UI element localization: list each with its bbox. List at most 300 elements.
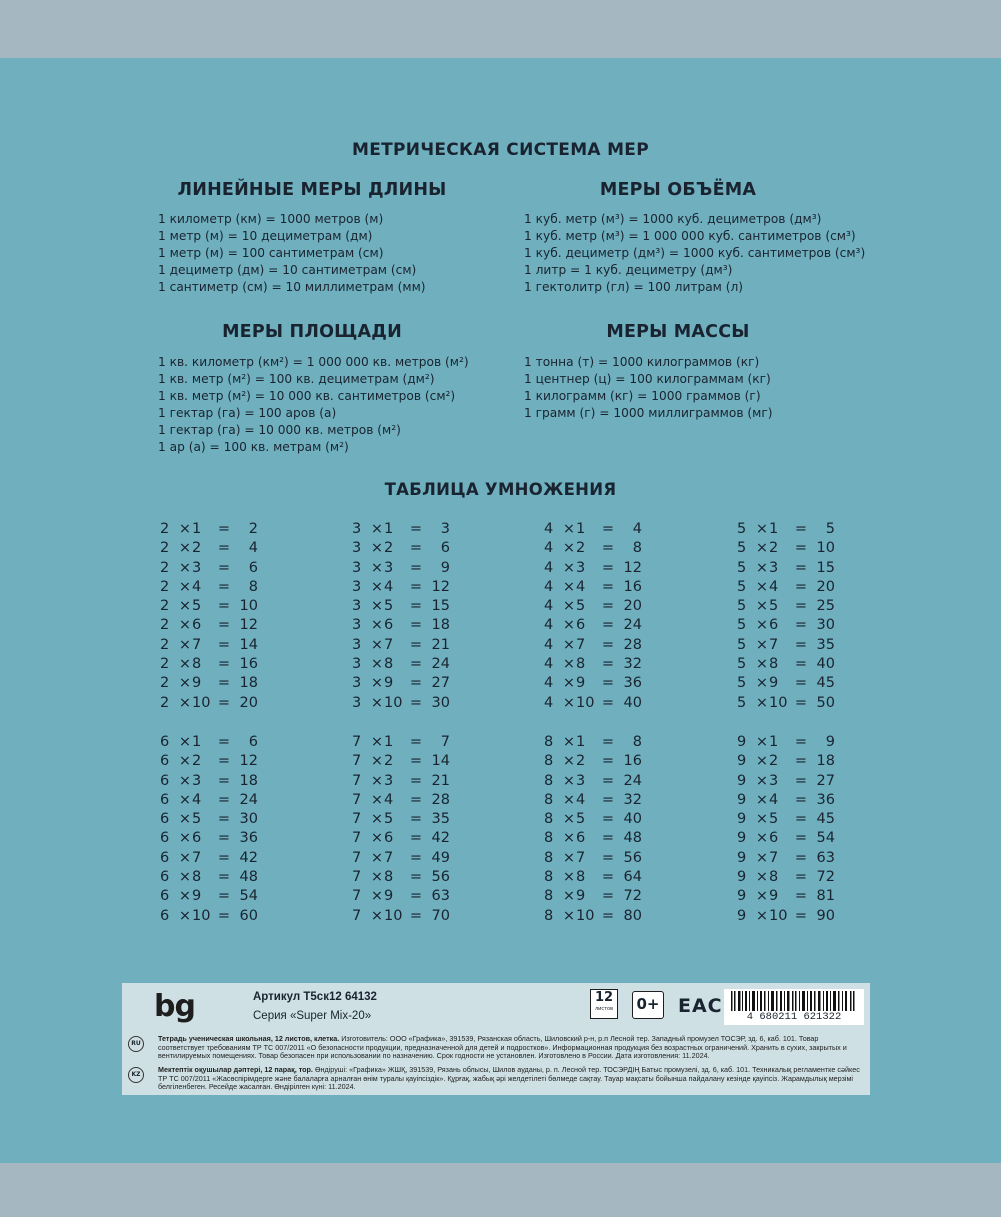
equals-sign: =: [794, 791, 808, 808]
multiplication-row: [160, 810, 270, 829]
times-sign: ×: [755, 811, 769, 828]
times-sign: ×: [562, 811, 576, 828]
equals-sign: =: [601, 811, 615, 828]
multiplication-row: [737, 772, 847, 791]
multiplication-row: [737, 694, 847, 713]
multiplicand: 7: [352, 849, 362, 866]
ru-language-badge: RU: [128, 1036, 144, 1052]
multiplicand: 7: [352, 772, 362, 789]
multiplier: 3: [384, 772, 394, 789]
product: 20: [816, 578, 835, 595]
product: 30: [239, 811, 258, 828]
multiplicand: 8: [544, 888, 554, 905]
multiplication-row: [737, 810, 847, 829]
multiplication-row: [544, 868, 654, 887]
times-sign: ×: [178, 521, 192, 537]
multiplier: 3: [576, 772, 586, 789]
length-line: 1 километр (км) = 1000 метров (м): [158, 212, 384, 226]
multiplication-row: [737, 907, 847, 926]
multiplier: 3: [192, 772, 202, 789]
multiplication-row: [352, 674, 462, 693]
equals-sign: =: [601, 675, 615, 692]
product: 32: [623, 656, 642, 673]
multiplication-row: [352, 559, 462, 578]
volume-line: 1 куб. дециметр (дм³) = 1000 куб. сантиметров (см³): [524, 246, 866, 260]
multiplication-row: [737, 655, 847, 674]
equals-sign: =: [794, 578, 808, 595]
multiplier: 9: [192, 675, 202, 692]
length-line: 1 метр (м) = 100 сантиметрам (см): [158, 246, 384, 260]
multiplier: 8: [769, 869, 779, 886]
multiplication-row: [544, 520, 654, 539]
multiplier: 6: [192, 830, 202, 847]
multiplicand: 8: [544, 791, 554, 808]
times-sign: ×: [755, 578, 769, 595]
product: 24: [431, 656, 450, 673]
times-sign: ×: [755, 907, 769, 924]
multiplication-row: [737, 849, 847, 868]
times-sign: ×: [562, 694, 576, 711]
product: 8: [632, 540, 642, 557]
multiplicand: 3: [352, 540, 362, 557]
equals-sign: =: [217, 675, 231, 692]
product: 40: [816, 656, 835, 673]
multiplicand: 8: [544, 907, 554, 924]
article-number: Артикул Т5ск12 64132: [253, 991, 377, 1003]
product: 72: [816, 869, 835, 886]
multiplier: 2: [576, 540, 586, 557]
multiplicand: 3: [352, 617, 362, 634]
equals-sign: =: [794, 811, 808, 828]
product: 9: [825, 734, 835, 750]
times-sign: ×: [755, 636, 769, 653]
times-sign: ×: [370, 675, 384, 692]
equals-sign: =: [601, 617, 615, 634]
multiplicand: 7: [352, 830, 362, 847]
multiplication-row: [160, 829, 270, 848]
multiplier: 1: [576, 521, 586, 537]
times-sign: ×: [370, 734, 384, 750]
multiplication-row: [160, 636, 270, 655]
barcode: [724, 989, 864, 1025]
multiplication-row: [544, 810, 654, 829]
mass-title: МЕРЫ МАССЫ: [606, 322, 750, 342]
multiplicand: 3: [352, 559, 362, 576]
times-sign: ×: [562, 540, 576, 557]
equals-sign: =: [601, 636, 615, 653]
multiplier: 5: [576, 598, 586, 615]
multiplication-row: [737, 791, 847, 810]
multiplicand: 8: [544, 772, 554, 789]
multiplicand: 5: [737, 617, 747, 634]
times-sign: ×: [755, 675, 769, 692]
multiplication-row: [544, 694, 654, 713]
volume-line: 1 литр = 1 куб. дециметру (дм³): [524, 263, 733, 277]
main-title: МЕТРИЧЕСКАЯ СИСТЕМА МЕР: [352, 140, 649, 160]
kz-description: [158, 1066, 864, 1092]
equals-sign: =: [601, 656, 615, 673]
multiplier: 4: [384, 791, 394, 808]
multiplier: 8: [769, 656, 779, 673]
multiplication-row: [352, 597, 462, 616]
multiplication-row: [737, 539, 847, 558]
times-sign: ×: [562, 753, 576, 770]
times-sign: ×: [755, 694, 769, 711]
multiplication-row: [544, 539, 654, 558]
multiplier: 7: [384, 636, 394, 653]
times-sign: ×: [562, 869, 576, 886]
equals-sign: =: [217, 694, 231, 711]
equals-sign: =: [794, 675, 808, 692]
times-sign: ×: [562, 888, 576, 905]
multiplication-row: [737, 733, 847, 752]
times-sign: ×: [178, 675, 192, 692]
multiplier: 1: [192, 734, 202, 750]
equals-sign: =: [409, 559, 423, 576]
multiplication-row: [737, 597, 847, 616]
multiplication-block-9: [737, 733, 847, 926]
times-sign: ×: [370, 772, 384, 789]
sheets-count-icon: [590, 989, 618, 1019]
times-sign: ×: [755, 830, 769, 847]
multiplication-row: [544, 578, 654, 597]
times-sign: ×: [370, 849, 384, 866]
length-line: 1 метр (м) = 10 дециметрам (дм): [158, 229, 373, 243]
equals-sign: =: [409, 830, 423, 847]
equals-sign: =: [217, 636, 231, 653]
multiplicand: 2: [160, 559, 170, 576]
equals-sign: =: [409, 617, 423, 634]
multiplicand: 6: [160, 791, 170, 808]
multiplicand: 8: [544, 753, 554, 770]
times-sign: ×: [370, 811, 384, 828]
times-sign: ×: [370, 830, 384, 847]
multiplicand: 8: [544, 869, 554, 886]
multiplier: 6: [769, 617, 779, 634]
multiplicand: 4: [544, 598, 554, 615]
equals-sign: =: [601, 907, 615, 924]
equals-sign: =: [601, 849, 615, 866]
multiplicand: 9: [737, 907, 747, 924]
multiplication-row: [544, 772, 654, 791]
multiplication-row: [544, 616, 654, 635]
multiplier: 2: [384, 540, 394, 557]
times-sign: ×: [755, 869, 769, 886]
times-sign: ×: [370, 656, 384, 673]
product: 12: [431, 578, 450, 595]
multiplication-row: [352, 849, 462, 868]
multiplier: 10: [576, 694, 595, 711]
equals-sign: =: [794, 636, 808, 653]
multiplication-row: [352, 752, 462, 771]
times-sign: ×: [178, 907, 192, 924]
multiplicand: 6: [160, 869, 170, 886]
sheets-count: 12: [594, 990, 614, 1005]
multiplier: 1: [576, 734, 586, 750]
times-sign: ×: [370, 598, 384, 615]
times-sign: ×: [755, 521, 769, 537]
mass-line: 1 центнер (ц) = 100 килограммам (кг): [524, 372, 771, 386]
equals-sign: =: [217, 888, 231, 905]
product: 70: [431, 907, 450, 924]
multiplicand: 2: [160, 617, 170, 634]
product: 6: [248, 734, 258, 750]
multiplicand: 6: [160, 734, 170, 750]
multiplication-row: [352, 655, 462, 674]
multiplier: 7: [769, 849, 779, 866]
multiplicand: 4: [544, 694, 554, 711]
times-sign: ×: [178, 849, 192, 866]
times-sign: ×: [755, 753, 769, 770]
equals-sign: =: [409, 811, 423, 828]
product: 9: [440, 559, 450, 576]
multiplication-row: [544, 791, 654, 810]
multiplicand: 4: [544, 617, 554, 634]
multiplication-title: ТАБЛИЦА УМНОЖЕНИЯ: [384, 480, 617, 499]
multiplier: 5: [192, 811, 202, 828]
area-title: МЕРЫ ПЛОЩАДИ: [222, 322, 402, 342]
times-sign: ×: [178, 888, 192, 905]
multiplication-row: [160, 616, 270, 635]
times-sign: ×: [370, 521, 384, 537]
multiplication-row: [737, 887, 847, 906]
brand-logo: bg: [154, 989, 195, 1024]
mass-line: 1 грамм (г) = 1000 миллиграммов (мг): [524, 406, 773, 420]
length-line: 1 сантиметр (см) = 10 миллиметрам (мм): [158, 280, 426, 294]
area-line: 1 гектар (га) = 100 аров (а): [158, 406, 337, 420]
multiplication-row: [160, 578, 270, 597]
times-sign: ×: [370, 869, 384, 886]
multiplier: 7: [769, 636, 779, 653]
product: 14: [239, 636, 258, 653]
multiplier: 2: [384, 753, 394, 770]
multiplicand: 5: [737, 521, 747, 537]
multiplicand: 6: [160, 753, 170, 770]
multiplicand: 3: [352, 578, 362, 595]
times-sign: ×: [370, 753, 384, 770]
product: 10: [816, 540, 835, 557]
multiplicand: 5: [737, 559, 747, 576]
product: 72: [623, 888, 642, 905]
product: 36: [239, 830, 258, 847]
product: 24: [239, 791, 258, 808]
multiplicand: 8: [544, 811, 554, 828]
times-sign: ×: [755, 888, 769, 905]
multiplication-row: [352, 829, 462, 848]
multiplier: 3: [384, 559, 394, 576]
times-sign: ×: [178, 559, 192, 576]
product: 40: [623, 694, 642, 711]
times-sign: ×: [370, 791, 384, 808]
multiplier: 1: [769, 734, 779, 750]
multiplier: 7: [192, 636, 202, 653]
eac-mark: EAC: [678, 995, 723, 1017]
area-line: 1 кв. метр (м²) = 100 кв. дециметрам (дм²): [158, 372, 435, 386]
equals-sign: =: [409, 636, 423, 653]
product: 18: [816, 753, 835, 770]
product: 36: [623, 675, 642, 692]
multiplication-row: [160, 849, 270, 868]
multiplicand: 6: [160, 811, 170, 828]
equals-sign: =: [217, 617, 231, 634]
product: 15: [431, 598, 450, 615]
multiplier: 4: [384, 578, 394, 595]
times-sign: ×: [562, 907, 576, 924]
multiplicand: 8: [544, 849, 554, 866]
multiplication-row: [352, 810, 462, 829]
multiplier: 5: [384, 811, 394, 828]
equals-sign: =: [217, 598, 231, 615]
times-sign: ×: [178, 753, 192, 770]
multiplier: 8: [576, 869, 586, 886]
product: 27: [431, 675, 450, 692]
times-sign: ×: [755, 791, 769, 808]
multiplication-row: [544, 559, 654, 578]
multiplicand: 7: [352, 753, 362, 770]
product: 54: [239, 888, 258, 905]
mass-line: 1 тонна (т) = 1000 килограммов (кг): [524, 355, 760, 369]
multiplicand: 6: [160, 772, 170, 789]
times-sign: ×: [562, 675, 576, 692]
product: 5: [825, 521, 835, 537]
equals-sign: =: [409, 578, 423, 595]
multiplication-row: [352, 520, 462, 539]
multiplicand: 8: [544, 734, 554, 750]
multiplicand: 2: [160, 636, 170, 653]
multiplication-row: [352, 578, 462, 597]
multiplier: 7: [384, 849, 394, 866]
multiplier: 4: [192, 578, 202, 595]
multiplication-row: [544, 752, 654, 771]
equals-sign: =: [794, 598, 808, 615]
equals-sign: =: [409, 772, 423, 789]
times-sign: ×: [755, 734, 769, 750]
product: 24: [623, 772, 642, 789]
multiplication-row: [352, 636, 462, 655]
multiplicand: 3: [352, 694, 362, 711]
equals-sign: =: [217, 791, 231, 808]
multiplicand: 7: [352, 811, 362, 828]
multiplication-row: [160, 674, 270, 693]
times-sign: ×: [178, 869, 192, 886]
times-sign: ×: [562, 830, 576, 847]
ru-manufacturer-info: Изготовитель: ООО «Графика», 391539, Рязанская область, Шиловский р-н, р.п Лесной тер. Западный промузел ТОСЭР, зд. 6, каб. 101. Товар соответствует требованиям ТР ТС 007/2011 «О безопасности продукции, предназначенной для детей и подростков». Информационная продукция без возрастных ограничений. Хранить в сухих, закрытых и вентилируемых помещениях. Товар безопасен при использовании по назначению. Срок годности не установлен. Изготовлено в России. Дата изготовления: 11.2024.: [158, 1034, 847, 1061]
equals-sign: =: [409, 849, 423, 866]
times-sign: ×: [178, 598, 192, 615]
equals-sign: =: [794, 772, 808, 789]
product: 20: [239, 694, 258, 711]
product: 7: [440, 734, 450, 750]
product: 4: [632, 521, 642, 537]
multiplier: 7: [576, 849, 586, 866]
multiplier: 5: [769, 811, 779, 828]
times-sign: ×: [562, 521, 576, 537]
times-sign: ×: [562, 578, 576, 595]
multiplicand: 9: [737, 888, 747, 905]
product: 18: [239, 772, 258, 789]
multiplier: 5: [576, 811, 586, 828]
multiplication-row: [352, 694, 462, 713]
area-line: 1 ар (а) = 100 кв. метрам (м²): [158, 440, 349, 454]
multiplicand: 2: [160, 694, 170, 711]
product: 80: [623, 907, 642, 924]
multiplicand: 8: [544, 830, 554, 847]
equals-sign: =: [409, 869, 423, 886]
equals-sign: =: [409, 694, 423, 711]
multiplier: 9: [769, 675, 779, 692]
equals-sign: =: [601, 734, 615, 750]
length-list: [158, 211, 426, 296]
multiplication-row: [160, 539, 270, 558]
product: 16: [623, 753, 642, 770]
multiplicand: 6: [160, 888, 170, 905]
kz-manufacturer-info: Өндіруші: «Графика» ЖШҚ, 391539, Рязань облысы, Шилов ауданы, р. п. Лесной тер. ТОСЭРДІҢ Батыс промузелі, зд. 6, каб. 101. Техникалық регламентке сәйкес ТР ТС 007/2011 «Жасөспірімдерге және балаларға арналған өнім туралы қауіпсіздік». Құрғақ, жабық әрі желдетілеті бөлмеде сақтау. Тауар мақсаты бойынша пайдалану кезінде қауіпсіз. Жарамдылық мерзімі белгіленбеген. Ресейде жасалған. Өндірілген күні: 11.2024.: [158, 1065, 860, 1092]
times-sign: ×: [178, 656, 192, 673]
equals-sign: =: [601, 559, 615, 576]
equals-sign: =: [217, 521, 231, 537]
multiplicand: 3: [352, 521, 362, 537]
equals-sign: =: [217, 811, 231, 828]
multiplicand: 4: [544, 540, 554, 557]
times-sign: ×: [178, 811, 192, 828]
equals-sign: =: [601, 578, 615, 595]
times-sign: ×: [178, 772, 192, 789]
product: 25: [816, 598, 835, 615]
kz-language-badge: KZ: [128, 1067, 144, 1083]
times-sign: ×: [755, 849, 769, 866]
multiplier: 10: [384, 907, 403, 924]
equals-sign: =: [601, 830, 615, 847]
times-sign: ×: [755, 617, 769, 634]
multiplication-row: [160, 907, 270, 926]
times-sign: ×: [562, 656, 576, 673]
multiplication-row: [544, 887, 654, 906]
multiplier: 4: [769, 578, 779, 595]
equals-sign: =: [409, 656, 423, 673]
multiplication-row: [160, 520, 270, 539]
times-sign: ×: [178, 617, 192, 634]
product: 20: [623, 598, 642, 615]
product: 90: [816, 907, 835, 924]
multiplicand: 9: [737, 830, 747, 847]
multiplicand: 4: [544, 675, 554, 692]
equals-sign: =: [794, 656, 808, 673]
multiplicand: 7: [352, 791, 362, 808]
multiplier: 3: [192, 559, 202, 576]
product: 40: [623, 811, 642, 828]
product: 2: [248, 521, 258, 537]
product: 27: [816, 772, 835, 789]
product: 50: [816, 694, 835, 711]
multiplication-row: [544, 733, 654, 752]
equals-sign: =: [217, 656, 231, 673]
multiplicand: 5: [737, 578, 747, 595]
equals-sign: =: [794, 559, 808, 576]
volume-title: МЕРЫ ОБЪЁМА: [599, 180, 757, 200]
multiplicand: 4: [544, 578, 554, 595]
product: 18: [431, 617, 450, 634]
equals-sign: =: [601, 791, 615, 808]
area-line: 1 кв. километр (км²) = 1 000 000 кв. метров (м²): [158, 355, 469, 369]
kz-product-name: Мектептік оқушылар дәптері, 12 парақ, тор.: [158, 1065, 313, 1074]
times-sign: ×: [178, 540, 192, 557]
multiplicand: 4: [544, 559, 554, 576]
times-sign: ×: [562, 849, 576, 866]
multiplicand: 6: [160, 907, 170, 924]
multiplication-row: [737, 520, 847, 539]
product: 28: [623, 636, 642, 653]
product-label: [122, 983, 870, 1095]
